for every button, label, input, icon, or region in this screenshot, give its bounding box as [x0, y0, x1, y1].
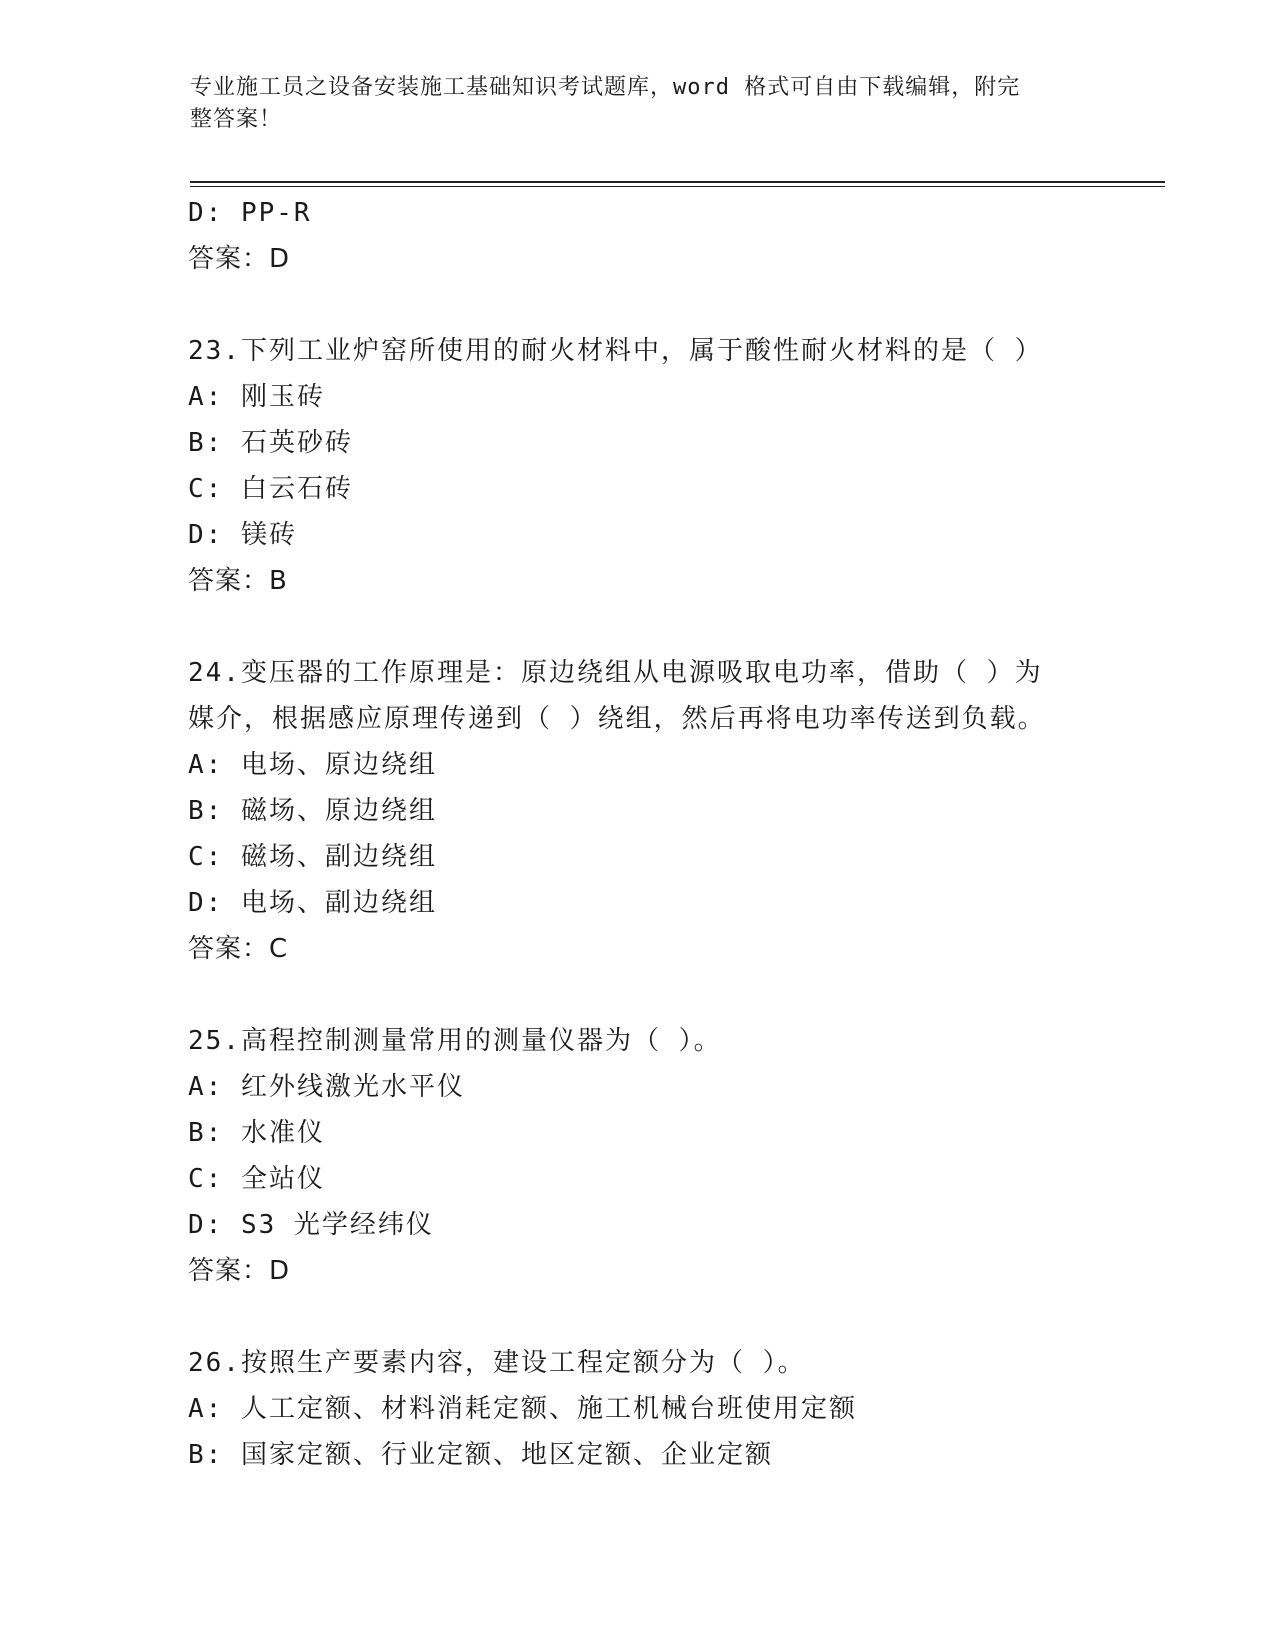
header-rule-thick	[190, 181, 1165, 183]
spacer	[188, 1294, 1088, 1340]
header-title-line-1: 专业施工员之设备安装施工基础知识考试题库，word 格式可自由下载编辑，附完	[190, 75, 1021, 100]
option-b: B: 磁场、原边绕组	[188, 796, 437, 826]
option-d: D: 镁砖	[188, 520, 297, 550]
option-c: C: 全站仪	[188, 1164, 325, 1194]
prev-option-d: D: PP-R	[188, 198, 312, 228]
spacer	[188, 282, 1088, 328]
header-title-line-2: 整答案！	[190, 107, 283, 132]
option-a: A: 电场、原边绕组	[188, 750, 437, 780]
option-b: B: 国家定额、行业定额、地区定额、企业定额	[188, 1440, 773, 1470]
header-rule-thin	[190, 186, 1165, 187]
option-d: D: 电场、副边绕组	[188, 888, 437, 918]
question-24	[188, 650, 1088, 972]
option-a: A: 红外线激光水平仪	[188, 1072, 465, 1102]
answer: 答案：C	[188, 934, 289, 964]
option-c: C: 白云石砖	[188, 474, 353, 504]
answer: 答案：B	[188, 566, 288, 596]
option-b: B: 石英砂砖	[188, 428, 353, 458]
option-a: A: 人工定额、材料消耗定额、施工机械台班使用定额	[188, 1394, 857, 1424]
question-26	[188, 1340, 1088, 1478]
spacer	[188, 972, 1088, 1018]
question-stem: 26.按照生产要素内容，建设工程定额分为（ ）。	[188, 1348, 806, 1378]
option-d: D: S3 光学经纬仪	[188, 1210, 434, 1240]
document-body	[188, 190, 1088, 1478]
question-stem-line-2: 媒介，根据感应原理传递到（ ）绕组，然后再将电功率传送到负载。	[188, 704, 1046, 734]
answer: 答案：D	[188, 1256, 291, 1286]
question-stem-line-1: 24.变压器的工作原理是：原边绕组从电源吸取电功率，借助（ ）为	[188, 658, 1043, 688]
question-25	[188, 1018, 1088, 1294]
question-stem: 25.高程控制测量常用的测量仪器为（ ）。	[188, 1026, 722, 1056]
spacer	[188, 604, 1088, 650]
prev-answer: 答案：D	[188, 244, 291, 274]
option-c: C: 磁场、副边绕组	[188, 842, 437, 872]
document-header	[190, 72, 1070, 136]
option-a: A: 刚玉砖	[188, 382, 325, 412]
question-stem: 23.下列工业炉窑所使用的耐火材料中，属于酸性耐火材料的是（ ）	[188, 336, 1043, 366]
option-b: B: 水准仪	[188, 1118, 325, 1148]
question-23	[188, 328, 1088, 604]
